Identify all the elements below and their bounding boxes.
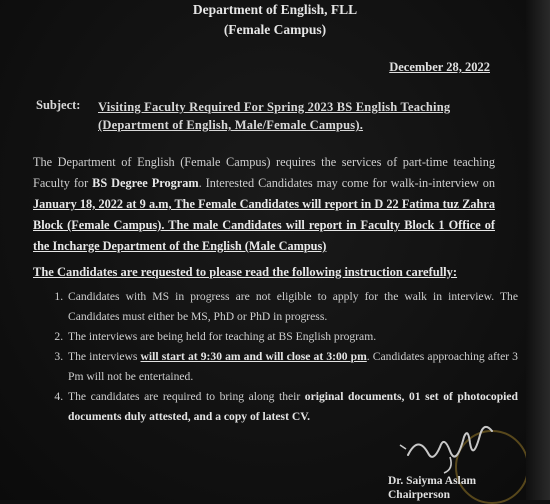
document-date: December 28, 2022 <box>389 60 490 74</box>
instruction-text: The candidates are required to bring along their <box>68 390 305 403</box>
department-heading: Department of English, FLL <box>192 2 358 17</box>
subject-line-2: (Department of English, Male/Female Campus). <box>98 118 364 132</box>
signatory <box>388 474 476 502</box>
subject-line-1: Visiting Faculty Required For Spring 2023 BS English Teaching <box>98 100 451 114</box>
instruction-text: The interviews <box>68 350 141 363</box>
instruction-documents: original documents, 01 set of photocopied documents duly attested, and a copy of latest CV. <box>68 390 518 423</box>
instructions-heading: The Candidates are requested to please read the following instruction carefully: <box>33 265 458 279</box>
instruction-item <box>66 327 518 347</box>
page-edge <box>526 0 550 500</box>
instruction-text: The interviews are being held for teaching at BS English program. <box>68 330 377 343</box>
signature-image <box>398 425 518 475</box>
instruction-text: Candidates with MS in progress are not eligible to apply for the walk in interview. The Candidates must either be MS, PhD or PhD in progress. <box>68 290 518 323</box>
body-paragraph <box>33 152 495 257</box>
subject-label: Subject: <box>36 98 81 112</box>
instruction-item <box>66 287 518 327</box>
subject-text <box>98 98 498 134</box>
body-text-2: . Interested Candidates may come for walk-in-interview on <box>198 176 495 190</box>
instruction-time: will start at 9:30 am and will close at 3:00 pm <box>140 350 367 363</box>
instruction-item <box>66 347 518 387</box>
body-bold-program: BS Degree Program <box>92 176 199 190</box>
body-interview-details: January 18, 2022 at 9 a.m, The Female Candidates will report in D 22 Fatima tuz Zahra Block (Female Campus). The male Candidates will report in Faculty Block 1 Office of the Incharge Department of the English (Male Campus) <box>33 197 495 253</box>
instruction-text: . Candidates approaching after 3 Pm will not be entertained. <box>68 350 518 383</box>
instructions-list <box>44 287 518 427</box>
instruction-item <box>66 387 518 427</box>
signatory-title: Chairperson <box>388 489 450 501</box>
campus-heading: (Female Campus) <box>223 22 327 37</box>
body-text-1: The Department of English (Female Campus) requires the services of part-time teaching Faculty for <box>33 155 495 190</box>
signatory-name: Dr. Saiyma Aslam <box>388 475 477 487</box>
